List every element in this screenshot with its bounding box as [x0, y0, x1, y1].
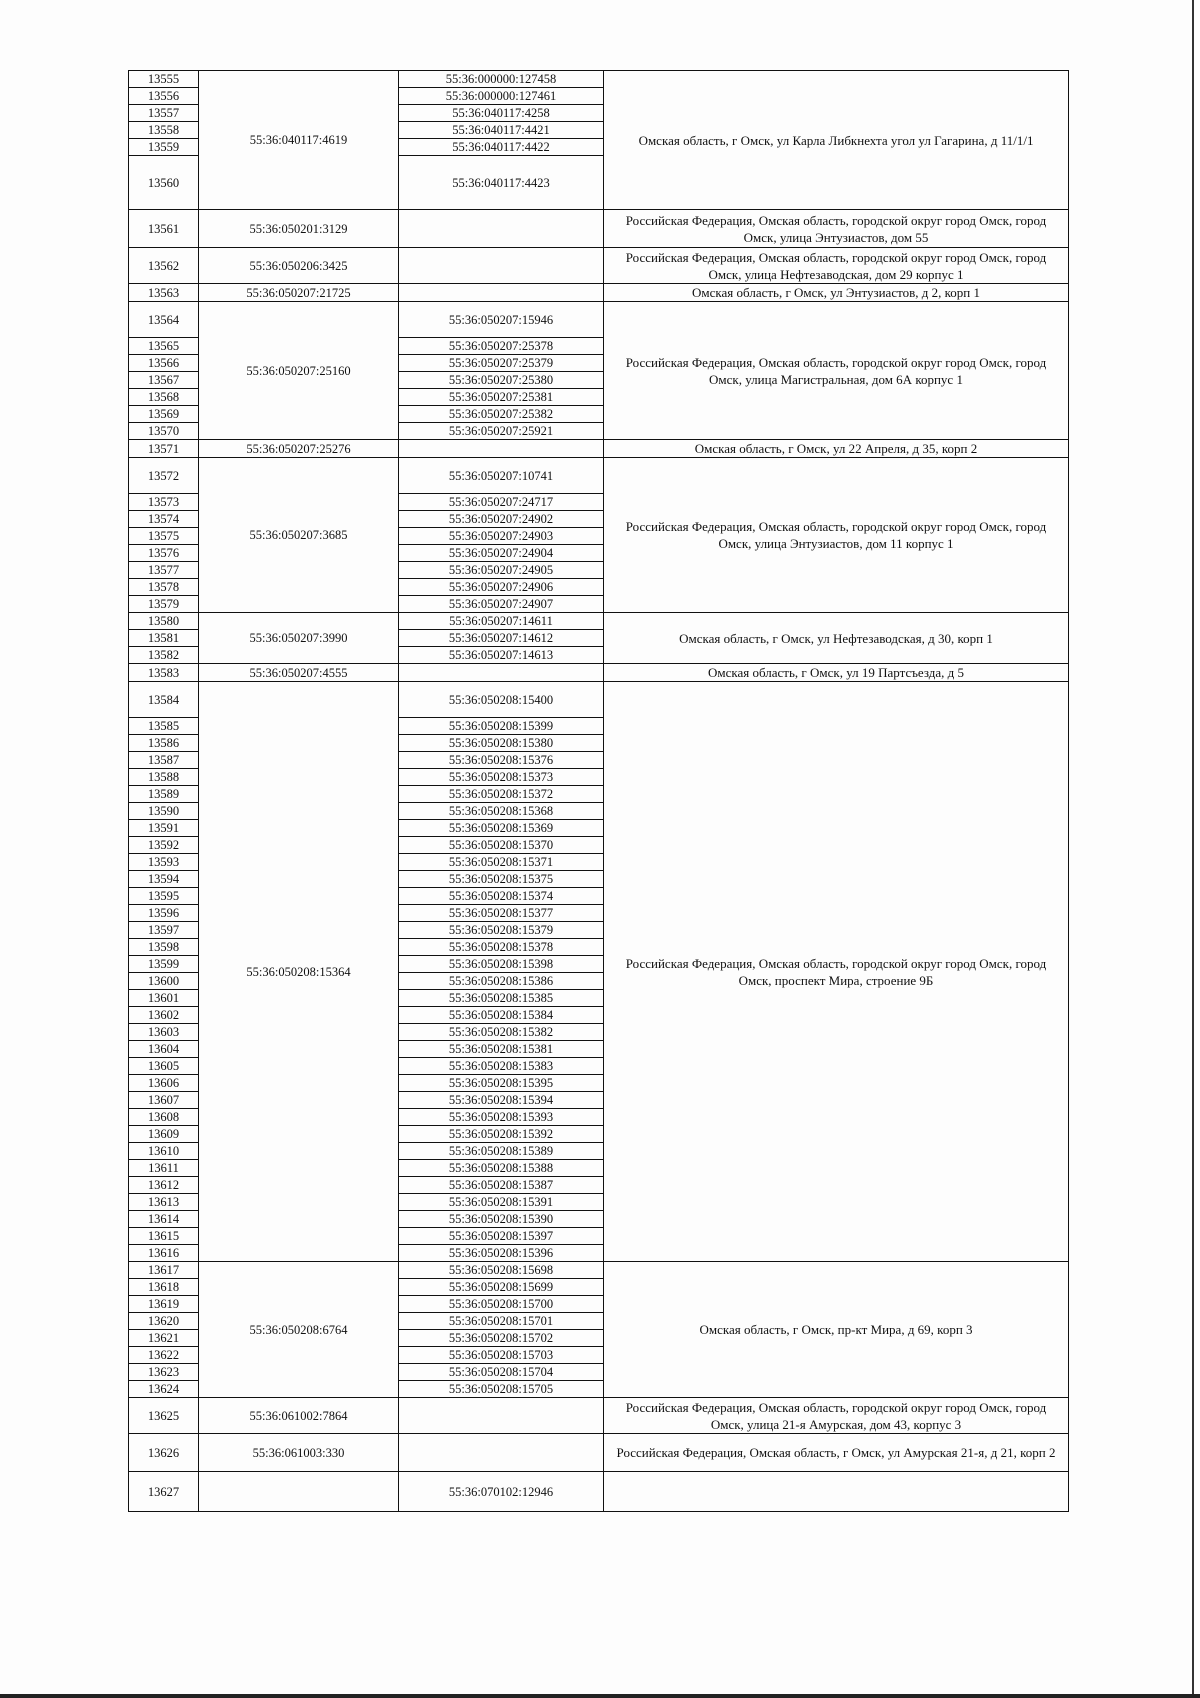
row-number: 13604 — [129, 1041, 199, 1058]
address: Российская Федерация, Омская область, городской округ город Омск, город Омск, улица Энтузиастов, дом 11 корпус 1 — [604, 458, 1069, 613]
row-number: 13627 — [129, 1472, 199, 1512]
address: Российская Федерация, Омская область, городской округ город Омск, город Омск, улица Энтузиастов, дом 55 — [604, 210, 1069, 248]
row-number: 13589 — [129, 786, 199, 803]
row-number: 13575 — [129, 528, 199, 545]
address: Российская Федерация, Омская область, г Омск, ул Амурская 21-я, д 21, корп 2 — [604, 1434, 1069, 1472]
row-number: 13621 — [129, 1330, 199, 1347]
sub-object-cadastral-number: 55:36:050208:15395 — [399, 1075, 604, 1092]
row-number: 13594 — [129, 871, 199, 888]
sub-object-cadastral-number: 55:36:050207:15946 — [399, 302, 604, 338]
cadastral-number: 55:36:050208:15364 — [199, 682, 399, 1262]
row-number: 13561 — [129, 210, 199, 248]
sub-object-cadastral-number: 55:36:050208:15385 — [399, 990, 604, 1007]
sub-object-cadastral-number: 55:36:050208:15373 — [399, 769, 604, 786]
row-number: 13576 — [129, 545, 199, 562]
table-row — [129, 71, 1069, 88]
sub-object-cadastral-number: 55:36:050208:15381 — [399, 1041, 604, 1058]
row-number: 13601 — [129, 990, 199, 1007]
row-number: 13566 — [129, 355, 199, 372]
cadastral-number: 55:36:050206:3425 — [199, 248, 399, 284]
sub-object-cadastral-number: 55:36:050207:24907 — [399, 596, 604, 613]
sub-object-cadastral-number: 55:36:050208:15370 — [399, 837, 604, 854]
sub-object-cadastral-number: 55:36:050208:15390 — [399, 1211, 604, 1228]
sub-object-cadastral-number: 55:36:050207:14613 — [399, 647, 604, 664]
row-number: 13607 — [129, 1092, 199, 1109]
row-number: 13597 — [129, 922, 199, 939]
row-number: 13625 — [129, 1398, 199, 1434]
sub-object-cadastral-number: 55:36:050208:15393 — [399, 1109, 604, 1126]
sub-object-cadastral-number: 55:36:050208:15701 — [399, 1313, 604, 1330]
row-number: 13624 — [129, 1381, 199, 1398]
row-number: 13587 — [129, 752, 199, 769]
table-row — [129, 664, 1069, 682]
sub-object-cadastral-number: 55:36:050207:25921 — [399, 423, 604, 440]
cadastral-number: 55:36:050207:25160 — [199, 302, 399, 440]
sub-object-cadastral-number: 55:36:050207:25381 — [399, 389, 604, 406]
sub-object-cadastral-number — [399, 664, 604, 682]
cadastral-number: 55:36:061002:7864 — [199, 1398, 399, 1434]
row-number: 13610 — [129, 1143, 199, 1160]
sub-object-cadastral-number: 55:36:070102:12946 — [399, 1472, 604, 1512]
table-row — [129, 458, 1069, 494]
row-number: 13617 — [129, 1262, 199, 1279]
address: Омская область, г Омск, ул 22 Апреля, д 35, корп 2 — [604, 440, 1069, 458]
address: Омская область, г Омск, ул 19 Партсъезда, д 5 — [604, 664, 1069, 682]
row-number: 13593 — [129, 854, 199, 871]
sub-object-cadastral-number: 55:36:050208:15705 — [399, 1381, 604, 1398]
sub-object-cadastral-number: 55:36:050208:15374 — [399, 888, 604, 905]
table-row — [129, 302, 1069, 338]
row-number: 13614 — [129, 1211, 199, 1228]
row-number: 13569 — [129, 406, 199, 423]
table-row — [129, 440, 1069, 458]
sub-object-cadastral-number: 55:36:050208:15379 — [399, 922, 604, 939]
row-number: 13618 — [129, 1279, 199, 1296]
sub-object-cadastral-number: 55:36:050208:15382 — [399, 1024, 604, 1041]
sub-object-cadastral-number: 55:36:050207:24903 — [399, 528, 604, 545]
row-number: 13580 — [129, 613, 199, 630]
cadastral-number: 55:36:050207:3685 — [199, 458, 399, 613]
row-number: 13620 — [129, 1313, 199, 1330]
sub-object-cadastral-number: 55:36:050208:15389 — [399, 1143, 604, 1160]
row-number: 13591 — [129, 820, 199, 837]
row-number: 13574 — [129, 511, 199, 528]
cadastral-number: 55:36:050207:21725 — [199, 284, 399, 302]
cadastral-number: 55:36:050207:3990 — [199, 613, 399, 664]
sub-object-cadastral-number: 55:36:050208:15702 — [399, 1330, 604, 1347]
row-number: 13567 — [129, 372, 199, 389]
sub-object-cadastral-number: 55:36:050208:15396 — [399, 1245, 604, 1262]
sub-object-cadastral-number: 55:36:050207:24717 — [399, 494, 604, 511]
row-number: 13616 — [129, 1245, 199, 1262]
sub-object-cadastral-number: 55:36:050208:15377 — [399, 905, 604, 922]
row-number: 13612 — [129, 1177, 199, 1194]
row-number: 13598 — [129, 939, 199, 956]
row-number: 13600 — [129, 973, 199, 990]
sub-object-cadastral-number: 55:36:050207:24906 — [399, 579, 604, 596]
sub-object-cadastral-number: 55:36:050208:15384 — [399, 1007, 604, 1024]
cadastral-number — [199, 1472, 399, 1512]
sub-object-cadastral-number: 55:36:000000:127461 — [399, 88, 604, 105]
address: Российская Федерация, Омская область, городской округ город Омск, город Омск, улица Нефтезаводская, дом 29 корпус 1 — [604, 248, 1069, 284]
table-body — [129, 71, 1069, 1512]
row-number: 13596 — [129, 905, 199, 922]
table-row — [129, 1472, 1069, 1512]
sub-object-cadastral-number: 55:36:050207:24905 — [399, 562, 604, 579]
table-row — [129, 613, 1069, 630]
table-row — [129, 1398, 1069, 1434]
address: Омская область, г Омск, ул Карла Либкнехта угол ул Гагарина, д 11/1/1 — [604, 71, 1069, 210]
sub-object-cadastral-number: 55:36:050207:25378 — [399, 338, 604, 355]
row-number: 13562 — [129, 248, 199, 284]
sub-object-cadastral-number: 55:36:050208:15704 — [399, 1364, 604, 1381]
table-row — [129, 248, 1069, 284]
sub-object-cadastral-number: 55:36:050208:15394 — [399, 1092, 604, 1109]
row-number: 13584 — [129, 682, 199, 718]
row-number: 13611 — [129, 1160, 199, 1177]
table-row — [129, 1262, 1069, 1279]
row-number: 13613 — [129, 1194, 199, 1211]
row-number: 13592 — [129, 837, 199, 854]
sub-object-cadastral-number: 55:36:050208:15699 — [399, 1279, 604, 1296]
sub-object-cadastral-number: 55:36:050207:14611 — [399, 613, 604, 630]
sub-object-cadastral-number: 55:36:050208:15376 — [399, 752, 604, 769]
cadastral-register-table — [128, 70, 1069, 1512]
row-number: 13568 — [129, 389, 199, 406]
row-number: 13599 — [129, 956, 199, 973]
address — [604, 1472, 1069, 1512]
sub-object-cadastral-number: 55:36:050207:14612 — [399, 630, 604, 647]
sub-object-cadastral-number — [399, 210, 604, 248]
sub-object-cadastral-number: 55:36:050208:15375 — [399, 871, 604, 888]
sub-object-cadastral-number: 55:36:050208:15387 — [399, 1177, 604, 1194]
sub-object-cadastral-number: 55:36:050208:15397 — [399, 1228, 604, 1245]
address: Российская Федерация, Омская область, городской округ город Омск, город Омск, улица 21-я Амурская, дом 43, корпус 3 — [604, 1398, 1069, 1434]
row-number: 13555 — [129, 71, 199, 88]
address: Омская область, г Омск, ул Нефтезаводская, д 30, корп 1 — [604, 613, 1069, 664]
sub-object-cadastral-number: 55:36:050208:15371 — [399, 854, 604, 871]
row-number: 13563 — [129, 284, 199, 302]
sub-object-cadastral-number: 55:36:050208:15698 — [399, 1262, 604, 1279]
table-row — [129, 210, 1069, 248]
row-number: 13573 — [129, 494, 199, 511]
table-row — [129, 1434, 1069, 1472]
row-number: 13586 — [129, 735, 199, 752]
sub-object-cadastral-number: 55:36:050208:15369 — [399, 820, 604, 837]
sub-object-cadastral-number — [399, 284, 604, 302]
sub-object-cadastral-number: 55:36:050207:24904 — [399, 545, 604, 562]
sub-object-cadastral-number: 55:36:040117:4423 — [399, 156, 604, 210]
sub-object-cadastral-number: 55:36:050208:15378 — [399, 939, 604, 956]
page-right-edge — [1192, 0, 1194, 1698]
row-number: 13626 — [129, 1434, 199, 1472]
row-number: 13577 — [129, 562, 199, 579]
row-number: 13615 — [129, 1228, 199, 1245]
cadastral-number: 55:36:050207:25276 — [199, 440, 399, 458]
page-bottom-edge — [0, 1694, 1200, 1698]
sub-object-cadastral-number: 55:36:050208:15400 — [399, 682, 604, 718]
sub-object-cadastral-number: 55:36:050208:15392 — [399, 1126, 604, 1143]
cadastral-number: 55:36:050201:3129 — [199, 210, 399, 248]
sub-object-cadastral-number: 55:36:050208:15380 — [399, 735, 604, 752]
sub-object-cadastral-number: 55:36:050207:25379 — [399, 355, 604, 372]
row-number: 13560 — [129, 156, 199, 210]
row-number: 13582 — [129, 647, 199, 664]
sub-object-cadastral-number: 55:36:050207:10741 — [399, 458, 604, 494]
row-number: 13578 — [129, 579, 199, 596]
cadastral-number: 55:36:050207:4555 — [199, 664, 399, 682]
row-number: 13595 — [129, 888, 199, 905]
sub-object-cadastral-number: 55:36:050208:15399 — [399, 718, 604, 735]
address: Российская Федерация, Омская область, городской округ город Омск, город Омск, проспект Мира, строение 9Б — [604, 682, 1069, 1262]
address: Омская область, г Омск, пр-кт Мира, д 69, корп 3 — [604, 1262, 1069, 1398]
sub-object-cadastral-number: 55:36:050208:15391 — [399, 1194, 604, 1211]
row-number: 13565 — [129, 338, 199, 355]
table-row — [129, 682, 1069, 718]
cadastral-number: 55:36:040117:4619 — [199, 71, 399, 210]
sub-object-cadastral-number: 55:36:040117:4421 — [399, 122, 604, 139]
row-number: 13583 — [129, 664, 199, 682]
sub-object-cadastral-number: 55:36:050207:24902 — [399, 511, 604, 528]
sub-object-cadastral-number: 55:36:050207:25380 — [399, 372, 604, 389]
sub-object-cadastral-number — [399, 440, 604, 458]
row-number: 13558 — [129, 122, 199, 139]
row-number: 13605 — [129, 1058, 199, 1075]
row-number: 13603 — [129, 1024, 199, 1041]
row-number: 13590 — [129, 803, 199, 820]
sub-object-cadastral-number: 55:36:040117:4258 — [399, 105, 604, 122]
row-number: 13579 — [129, 596, 199, 613]
row-number: 13623 — [129, 1364, 199, 1381]
address: Российская Федерация, Омская область, городской округ город Омск, город Омск, улица Магистральная, дом 6А корпус 1 — [604, 302, 1069, 440]
row-number: 13609 — [129, 1126, 199, 1143]
sub-object-cadastral-number: 55:36:000000:127458 — [399, 71, 604, 88]
sub-object-cadastral-number: 55:36:050208:15386 — [399, 973, 604, 990]
row-number: 13570 — [129, 423, 199, 440]
row-number: 13571 — [129, 440, 199, 458]
sub-object-cadastral-number: 55:36:050208:15700 — [399, 1296, 604, 1313]
row-number: 13581 — [129, 630, 199, 647]
row-number: 13564 — [129, 302, 199, 338]
cadastral-number: 55:36:061003:330 — [199, 1434, 399, 1472]
row-number: 13588 — [129, 769, 199, 786]
row-number: 13602 — [129, 1007, 199, 1024]
row-number: 13619 — [129, 1296, 199, 1313]
table-row — [129, 284, 1069, 302]
sub-object-cadastral-number: 55:36:050207:25382 — [399, 406, 604, 423]
sub-object-cadastral-number: 55:36:050208:15372 — [399, 786, 604, 803]
sub-object-cadastral-number: 55:36:050208:15398 — [399, 956, 604, 973]
sub-object-cadastral-number — [399, 1434, 604, 1472]
row-number: 13608 — [129, 1109, 199, 1126]
sub-object-cadastral-number: 55:36:050208:15388 — [399, 1160, 604, 1177]
row-number: 13572 — [129, 458, 199, 494]
sub-object-cadastral-number — [399, 1398, 604, 1434]
row-number: 13622 — [129, 1347, 199, 1364]
row-number: 13559 — [129, 139, 199, 156]
row-number: 13585 — [129, 718, 199, 735]
row-number: 13556 — [129, 88, 199, 105]
address: Омская область, г Омск, ул Энтузиастов, д 2, корп 1 — [604, 284, 1069, 302]
sub-object-cadastral-number: 55:36:050208:15383 — [399, 1058, 604, 1075]
sub-object-cadastral-number — [399, 248, 604, 284]
sub-object-cadastral-number: 55:36:050208:15703 — [399, 1347, 604, 1364]
cadastral-number: 55:36:050208:6764 — [199, 1262, 399, 1398]
sub-object-cadastral-number: 55:36:040117:4422 — [399, 139, 604, 156]
row-number: 13557 — [129, 105, 199, 122]
sub-object-cadastral-number: 55:36:050208:15368 — [399, 803, 604, 820]
row-number: 13606 — [129, 1075, 199, 1092]
